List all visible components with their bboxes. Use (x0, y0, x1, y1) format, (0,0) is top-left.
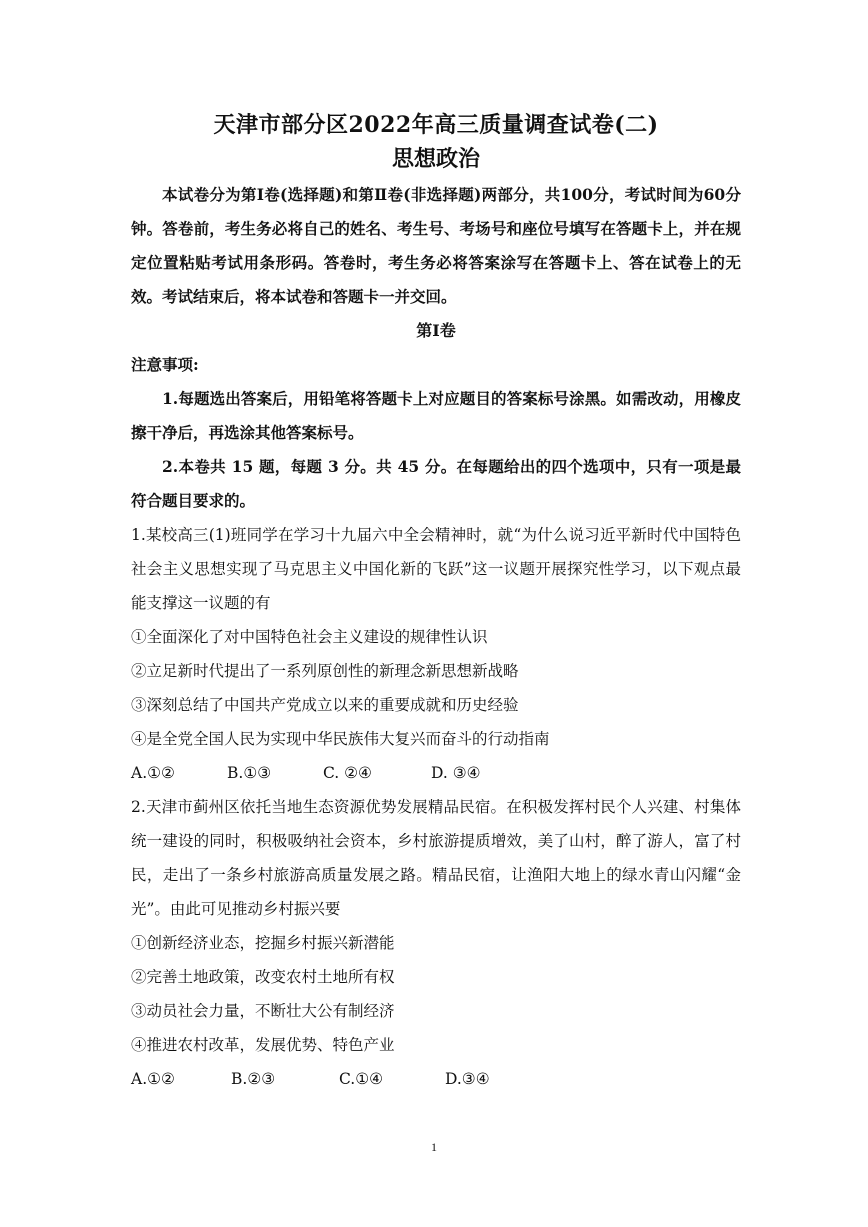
question-2-item: ①创新经济业态，挖掘乡村振兴新潜能 (131, 934, 395, 952)
question-2-item: ④推进农村改革，发展优势、特色产业 (131, 1036, 395, 1054)
question-2-item: ②完善土地政策，改变农村土地所有权 (131, 968, 395, 986)
question-2-option-d: D.③④ (445, 1070, 490, 1088)
question-1-option-b: B.①③ (227, 764, 272, 782)
question-2-option-b: B.②③ (231, 1070, 276, 1088)
question-1-option-d: D. ③④ (431, 764, 481, 782)
question-1-option-a: A.①② (131, 764, 175, 782)
question-1-item: ②立足新时代提出了一系列原创性的新理念新思想新战略 (131, 662, 519, 680)
exam-title: 天津市部分区2022年高三质量调查试卷(二) (213, 112, 659, 138)
page-content (131, 108, 741, 1096)
question-2-option-a: A.①② (131, 1070, 175, 1088)
question-2-item: ③动员社会力量，不断壮大公有制经济 (131, 1002, 395, 1020)
question-1-item: ④是全党全国人民为实现中华民族伟大复兴而奋斗的行动指南 (131, 730, 550, 748)
question-2-stem: 2.天津市蓟州区依托当地生态资源优势发展精品民宿。在积极发挥村民个人兴建、村集体统一建设的同时，积极吸纳社会资本，乡村旅游提质增效，美了山村，醉了游人，富了村民，走出了一条乡村旅游高质量发展之路。精品民宿，让渔阳大地上的绿水青山闪耀“金光”。由此可见推动乡村振兴要 (131, 798, 741, 918)
question-1-option-c: C. ②④ (323, 764, 372, 782)
notice-heading: 注意事项: (131, 355, 199, 374)
exam-subject: 思想政治 (391, 146, 480, 172)
exam-instructions: 本试卷分为第Ⅰ卷(选择题)和第Ⅱ卷(非选择题)两部分，共100分，考试时间为60分钟。答卷前，考生务必将自己的姓名、考生号、考场号和座位号填写在答题卡上，并在规定位置粘贴考试用条形码。答卷时，考生务必将答案涂写在答题卡上、答在试卷上的无效。考试结束后，将本试卷和答题卡一并交回。 (131, 185, 741, 306)
page-number: 1 (431, 1140, 437, 1154)
question-1-stem: 1.某校高三(1)班同学在学习十九届六中全会精神时，就“为什么说习近平新时代中国特色社会主义思想实现了马克思主义中国化新的飞跃”这一议题开展探究性学习，以下观点最能支撑这一议题的有 (131, 526, 741, 612)
notice-item-2: 2.本卷共 15 题，每题 3 分。共 45 分。在每题给出的四个选项中，只有一项是最符合题目要求的。 (131, 457, 741, 510)
question-1-item: ③深刻总结了中国共产党成立以来的重要成就和历史经验 (131, 696, 519, 714)
question-1-options (131, 756, 741, 790)
notice-item-1: 1.每题选出答案后，用铅笔将答题卡上对应题目的答案标号涂黑。如需改动，用橡皮擦干净后，再选涂其他答案标号。 (131, 389, 741, 442)
question-1-item: ①全面深化了对中国特色社会主义建设的规律性认识 (131, 628, 488, 646)
question-2-option-c: C.①④ (339, 1070, 384, 1088)
section-title: 第Ⅰ卷 (416, 321, 456, 340)
question-2-options (131, 1062, 741, 1096)
